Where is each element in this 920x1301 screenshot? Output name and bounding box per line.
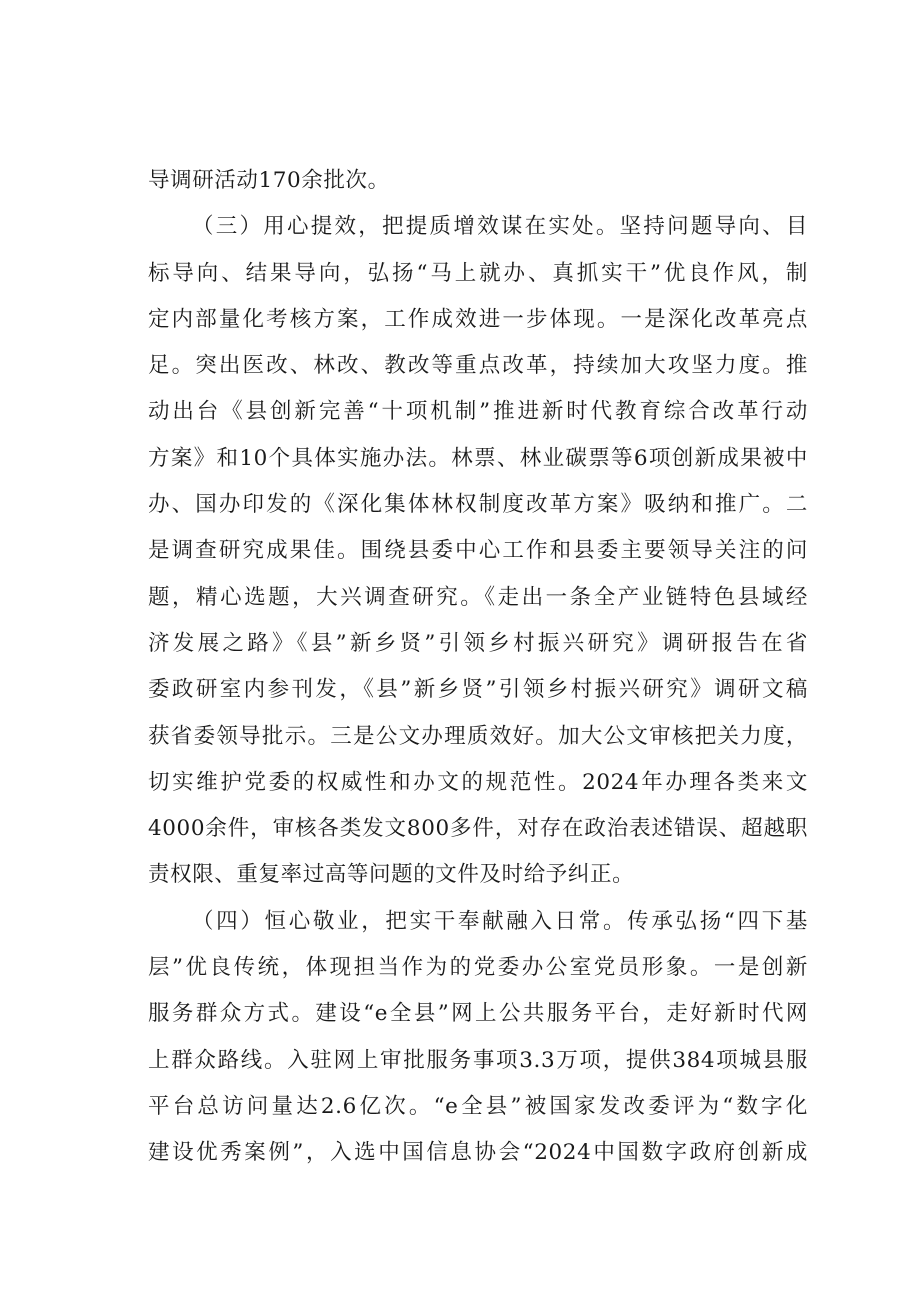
text-line: 办、国办印发的《深化集体林权制度改革方案》吸纳和推广。二 bbox=[148, 492, 808, 518]
text-line: 导调研活动170余批次。 bbox=[148, 168, 390, 193]
text-line: 平台总访问量达2.6亿次。“e全县”被国家发改委评为“数字化 bbox=[148, 1093, 808, 1119]
text-line: 方案》和10个具体实施办法。林票、林业碳票等6项创新成果被中 bbox=[148, 445, 808, 471]
paragraph-heading-line: （四）恒心敬业，把实干奉献融入日常。传承弘扬“四下基 bbox=[192, 908, 808, 934]
paragraph-heading-line: （三）用心提效，把提质增效谋在实处。坚持问题导向、目 bbox=[192, 214, 808, 240]
text-line: 题，精心选题，大兴调查研究。《走出一条全产业链特色县域经 bbox=[148, 584, 808, 610]
text-line: 上群众路线。入驻网上审批服务事项3.3万项，提供384项城县服 bbox=[148, 1047, 808, 1073]
document-body bbox=[148, 158, 808, 1177]
text-line: 定内部量化考核方案，工作成效进一步体现。一是深化改革亮点 bbox=[148, 306, 808, 332]
text-line: 标导向、结果导向，弘扬“马上就办、真抓实干”优良作风，制 bbox=[148, 260, 808, 286]
text-line: 是调查研究成果佳。围绕县委中心工作和县委主要领导关注的问 bbox=[148, 538, 808, 564]
text-line: 足。突出医改、林改、教改等重点改革，持续加大攻坚力度。推 bbox=[148, 353, 808, 379]
text-line: 4000余件，审核各类发文800多件，对存在政治表述错误、超越职 bbox=[148, 816, 808, 842]
text-line: 责权限、重复率过高等问题的文件及时给予纠正。 bbox=[148, 862, 635, 888]
text-line: 层”优良传统，体现担当作为的党委办公室党员形象。一是创新 bbox=[148, 955, 808, 981]
text-line: 服务群众方式。建设“e全县”网上公共服务平台，走好新时代网 bbox=[148, 1001, 808, 1027]
text-line: 建设优秀案例”，入选中国信息协会“2024中国数字政府创新成 bbox=[148, 1140, 808, 1166]
text-line: 济发展之路》《县”新乡贤”引领乡村振兴研究》调研报告在省 bbox=[148, 630, 808, 656]
text-line: 获省委领导批示。三是公文办理质效好。加大公文审核把关力度， bbox=[148, 723, 808, 749]
text-line: 动出台《县创新完善“十项机制”推进新时代教育综合改革行动 bbox=[148, 399, 808, 425]
text-line: 切实维护党委的权威性和办文的规范性。2024年办理各类来文 bbox=[148, 769, 808, 795]
text-line: 委政研室内参刊发，《县”新乡贤”引领乡村振兴研究》调研文稿 bbox=[148, 677, 808, 703]
